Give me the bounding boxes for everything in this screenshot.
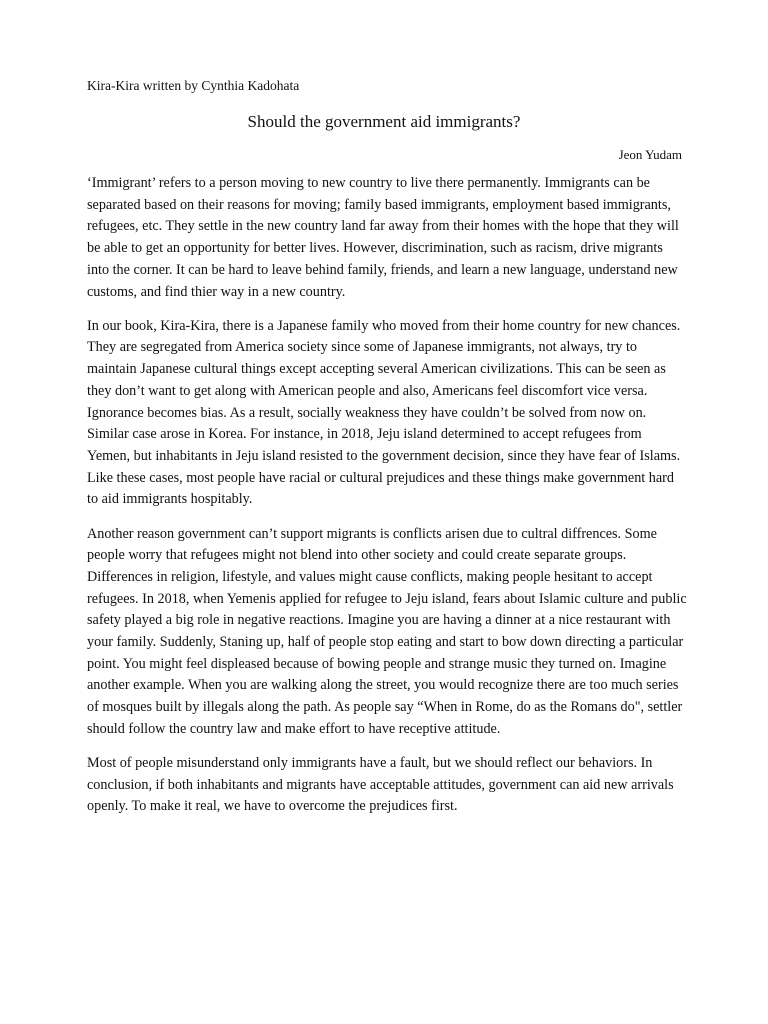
paragraph: ‘Immigrant’ refers to a person moving to new country to live there permanently. Immigrants can be separated based on their reasons for moving; family based immigrants, employment based immigrants, refugees, etc. They settle in the new country land far away from their homes with the hope that they will be able to get an opportunity for better lives. However, discrimination, such as racism, drive migrants into the corner. It can be hard to leave behind family, friends, and learn a new language, understand new customs, and find thier way in a new country. <box>87 175 679 300</box>
book-reference: Kira-Kira written by Cynthia Kadohata <box>87 78 300 93</box>
paragraph: Another reason government can’t support migrants is conflicts arisen due to cultral diffrences. Some people worry that refugees might not blend into other society and could create separate groups. Differences in religion, lifestyle, and values might cause conflicts, making people hesitant to accept refugees. In 2018, when Yemenis applied for refugee to Jeju island, fears about Islamic culture and public safety played a big role in negative reactions. Imagine you are having a dinner at a nice restaurant with your family. Suddenly, Staning up, half of people stop eating and start to bow down directing a particular point. You might feel displeased because of bowing people and strange music they turned on. Imagine another example. When you are walking along the street, you would recognize there are too much series of mosques built by illegals along the path. As people say “When in Rome, do as the Romans do", settler should follow the country law and make effort to have receptive attitude. <box>87 525 687 737</box>
paragraph: In our book, Kira-Kira, there is a Japanese family who moved from their home country for new chances. They are segregated from America society since some of Japanese immigrants, not always, try to maintain Japanese cultural things except accepting several American civilizations. This can be seen as they don’t want to get along with American people and also, Americans feel discomfort vice versa. Ignorance becomes bias. As a result, socially weakness they have couldn’t be solved from now on. Similar case arose in Korea. For instance, in 2018, Jeju island determined to accept refugees from Yemen, but inhabitants in Jeju island resisted to the government decision, since they have fear of Islams. Like these cases, most people have racial or cultural prejudices and these things make government hard to aid immigrants hospitably. <box>87 317 681 508</box>
essay-body <box>87 173 687 831</box>
author-name: Jeon Yudam <box>618 147 682 162</box>
page-title: Should the government aid immigrants? <box>247 112 521 131</box>
paragraph: Most of people misunderstand only immigrants have a fault, but we should reflect our behaviors. In conclusion, if both inhabitants and migrants have acceptable attitudes, government can aid new arrivals openly. To make it real, we have to overcome the prejudices first. <box>87 755 674 815</box>
